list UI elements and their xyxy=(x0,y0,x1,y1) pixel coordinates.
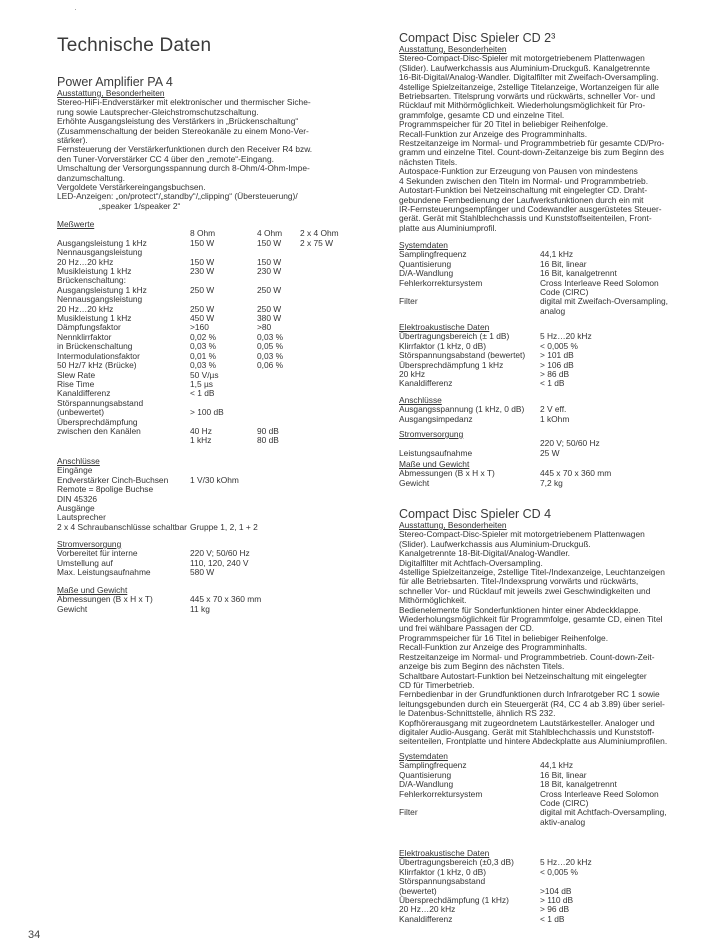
cd23-feature-line: Rücklauf mit Mithörmöglichkeit. Wiederholungsmöglichkeit für Pro- xyxy=(399,100,646,111)
cd23-dimensions xyxy=(399,460,611,488)
cd4-feature-line: CD für Timerbetrieb. xyxy=(399,679,475,690)
pa4-measure-cell: Slew Rate xyxy=(57,369,96,380)
pa4-dims-cell: Gewicht xyxy=(57,603,88,614)
pa4-measure-cell: 150 W xyxy=(257,237,282,248)
cd4-feature-line: Recall-Funktion zur Anzeige des Programminhalts. xyxy=(399,642,588,653)
pa4-feature-line: rung sowie Lautsprecher-Gleichstromschutzschaltung. xyxy=(57,106,259,117)
pa4-feature-line: Stereo-HiFi-Endverstärker mit elektronischer und thermischer Siche- xyxy=(57,97,311,108)
cd4-elec-cell: >104 dB xyxy=(540,885,572,896)
cd23-sys-cell: Fehlerkorrektursystem xyxy=(399,277,483,288)
cd23-sys-cell: 16 Bit, linear xyxy=(540,258,587,269)
cd23-power-cell: Leistungsaufnahme xyxy=(399,447,473,458)
pa4-conn-cell: Endverstärker Cinch-Buchsen xyxy=(57,474,169,485)
cd4-sys-row xyxy=(399,818,667,827)
cd23-elec-cell: < 1 dB xyxy=(540,378,565,389)
cd4-feature-line: Schaltbare Autostart-Funktion bei Netzeinschaltung mit eingelegter xyxy=(399,670,647,681)
pa4-dims-cell: Abmessungen (B x H x T) xyxy=(57,594,153,605)
cd4-feature-line: für alle Betriebsarten. Titel-/Indexsprung vorwärts und rückwärts, xyxy=(399,576,639,587)
cd23-sys-cell: D/A-Wandlung xyxy=(399,268,454,279)
cd4-elec-cell: Übersprechdämpfung (1 kHz) xyxy=(399,895,509,906)
pa4-measure-cell: 20 Hz…20 kHz xyxy=(57,303,114,314)
pa4-conn-cell: Ausgänge xyxy=(57,503,95,514)
cd4-elec-cell: Übertragungsbereich (±0,3 dB) xyxy=(399,857,514,868)
pa4-measure-cell: >80 xyxy=(257,322,272,333)
cd4-sys-cell: Code (CIRC) xyxy=(540,798,589,809)
cd4-features-block xyxy=(399,521,667,747)
pa4-measure-cell: 150 W xyxy=(190,256,215,267)
pa4-measure-cell: 0,02 % xyxy=(190,331,217,342)
cd23-sys-cell: Code (CIRC) xyxy=(540,287,589,298)
pa4-conn-cell: DIN 45326 xyxy=(57,493,98,504)
cd4-feature-line: digitaler Audio-Ausgang. Gerät mit Stahlblechchassis und Kunststoff- xyxy=(399,726,655,737)
cd23-sys-cell: Filter xyxy=(399,296,418,307)
pa4-conn-cell: 2 x 4 Schraubanschlüsse schaltbar xyxy=(57,521,187,532)
cd23-power-cell: 220 V; 50/60 Hz xyxy=(540,438,600,449)
cd4-electro xyxy=(399,849,592,924)
pa4-measure-cell: Rise Time xyxy=(57,378,95,389)
cd23-sys-cell: 16 Bit, kanalgetrennt xyxy=(540,268,617,279)
cd4-feature-line: Bedienelemente für Sonderfunktionen hinter einer Abdeckklappe. xyxy=(399,604,641,615)
pa4-measure-cell: Nennausgangsleistung xyxy=(57,294,143,305)
cd4-sys-cell: 44,1 kHz xyxy=(540,760,574,771)
pa4-measure-cell xyxy=(257,408,300,417)
pa4-dims-cell: 445 x 70 x 360 mm xyxy=(190,594,262,605)
cd23-connections xyxy=(399,396,569,424)
pa4-measure-cell: 2 x 75 W xyxy=(300,237,334,248)
pa4-power-cell: Vorbereitet für interne xyxy=(57,548,138,559)
cd23-feature-line: Autostart-Funktion bei Netzeinschaltung mit eingelegter CD. Draht- xyxy=(399,185,648,196)
cd4-sys-cell xyxy=(399,799,540,808)
cd23-feature-line: grammfolge, gesamte CD und einzelne Titel. xyxy=(399,109,565,120)
pa4-measure-cell: 80 dB xyxy=(257,435,279,446)
cd23-elec-cell: > 106 dB xyxy=(540,359,574,370)
pa4-measure-cell: Intermodulationsfaktor xyxy=(57,350,140,361)
cd23-sys-cell xyxy=(399,307,540,316)
pa4-conn-cell: Gruppe 1, 2, 1 + 2 xyxy=(190,521,258,532)
cd23-elec-cell: Übersprechdämpfung 1 kHz xyxy=(399,359,504,370)
cd4-feature-line: Mithörmöglichkeit. xyxy=(399,595,467,606)
cd4-elec-cell: > 110 dB xyxy=(540,895,574,906)
cd23-power-row xyxy=(399,449,600,458)
cd23-electro xyxy=(399,323,592,389)
pa4-measure-cell: Kanaldifferenz xyxy=(57,388,111,399)
cd23-feature-line: platte aus Aluminiumprofil. xyxy=(399,222,497,233)
pa4-measure-cell: 0,03 % xyxy=(257,331,284,342)
pa4-measure-cell: 250 W xyxy=(190,303,215,314)
pa4-measure-cell: 0,03 % xyxy=(190,360,217,371)
pa4-measure-head-8ohm: 8 Ohm xyxy=(190,228,216,239)
cd23-elec-cell: Klirrfaktor (1 kHz, 0 dB) xyxy=(399,340,487,351)
cd23-dims-title: Maße und Gewicht xyxy=(399,459,470,469)
pa4-power-title: Stromversorgung xyxy=(57,539,122,549)
cd23-sys-row xyxy=(399,279,668,288)
cd23-feature-line: 16-Bit-Digital/Analog-Wandler. Digitalfilter mit Zweifach-Oversampling. xyxy=(399,72,659,83)
pa4-measure-cell: 230 W xyxy=(257,266,282,277)
pa4-measure-cell: 1,5 µs xyxy=(190,378,213,389)
cd23-elec-row xyxy=(399,379,592,388)
cd23-heading: Compact Disc Spieler CD 2³ xyxy=(399,31,556,45)
cd23-elec-cell: Störspannungsabstand (bewertet) xyxy=(399,350,526,361)
cd4-sys-cell: 16 Bit, linear xyxy=(540,769,587,780)
page-number: 34 xyxy=(28,929,41,941)
pa4-power-cell: 220 V; 50/60 Hz xyxy=(190,548,250,559)
cd23-dims-row xyxy=(399,469,611,478)
pa4-measure-cell: 1 kHz xyxy=(190,435,212,446)
cd23-feature-line: IR-Fernsteuerungsempfänger und Codewandler ausgerüstetes Steuer- xyxy=(399,203,662,214)
pa4-measure-cell: >160 xyxy=(190,322,209,333)
cd4-feature-line: seitenteilen, Frontplatte und hintere Abdeckplatte aus Aluminiumprofilen. xyxy=(399,736,668,747)
pa4-conn-row xyxy=(57,523,258,532)
pa4-measure-cell: 0,03 % xyxy=(257,350,284,361)
cd4-elec-title: Elektroakustische Daten xyxy=(399,848,490,858)
pa4-measurements xyxy=(57,220,357,446)
cd4-feature-line: Kanalgetrennte 18-Bit-Digital/Analog-Wandler. xyxy=(399,548,571,559)
pa4-measure-cell: 50 Hz/7 kHz (Brücke) xyxy=(57,360,137,371)
page-title: Technische Daten xyxy=(57,35,212,56)
pa4-measure-head-4ohm: 4 Ohm xyxy=(257,228,283,239)
pa4-measure-cell xyxy=(257,399,300,408)
pa4-measure-cell xyxy=(57,436,190,445)
cd4-feature-line: Stereo-Compact-Disc-Spieler mit motorgetriebenem Plattenwagen xyxy=(399,529,645,540)
cd4-elec-cell: Kanaldifferenz xyxy=(399,913,453,924)
pa4-dims-cell: 11 kg xyxy=(190,603,210,614)
cd4-elec-cell: < 0,005 % xyxy=(540,866,578,877)
cd4-feature-line: Digitalfilter mit Achtfach-Oversampling. xyxy=(399,557,543,568)
cd4-elec-cell: (bewertet) xyxy=(399,885,437,896)
cd23-feature-line: Programmspeicher für 20 Titel in beliebiger Reihenfolge. xyxy=(399,119,609,130)
pa4-features-block xyxy=(57,89,312,211)
cd23-power-title: Stromversorgung xyxy=(399,429,464,439)
cd4-feature-line: Restzeitanzeige im Normal- und Programmbetrieb. Count-down-Zeit- xyxy=(399,651,655,662)
cd4-sys-cell: aktiv-analog xyxy=(540,816,586,827)
pa4-measure-cell: 380 W xyxy=(257,313,282,324)
pa4-conn-cell: Remote = 8polige Buchse xyxy=(57,484,154,495)
pa4-measure-cell: 40 Hz xyxy=(190,425,212,436)
pa4-power xyxy=(57,540,250,578)
pa4-feature-line: „speaker 1/speaker 2“ xyxy=(57,200,181,211)
pa4-measure-cell: 0,01 % xyxy=(190,350,217,361)
cd4-sys-cell: 18 Bit, kanalgetrennt xyxy=(540,779,617,790)
cd23-feature-line: Autospace-Funktion zur Erzeugung von Pausen von mindestens xyxy=(399,166,638,177)
pa4-measure-cell: 0,06 % xyxy=(257,360,284,371)
pa4-measure-cell: 150 W xyxy=(257,256,282,267)
cd4-sys-cell: Fehlerkorrektursystem xyxy=(399,788,483,799)
pa4-feature-line: Vergoldete Verstärkereingangsbuchsen. xyxy=(57,182,206,193)
cd23-elec-cell: > 86 dB xyxy=(540,369,570,380)
cd23-conn-cell: Ausgangsimpedanz xyxy=(399,413,473,424)
pa4-features-title: Ausstattung, Besonderheiten xyxy=(57,88,165,98)
cd23-sys-cell xyxy=(399,288,540,297)
pa4-measure-cell: in Brückenschaltung xyxy=(57,341,133,352)
cd4-sys-cell: Cross Interleave Reed Solomon xyxy=(540,788,659,799)
cd23-dims-row xyxy=(399,479,611,488)
cd23-dims-cell: Gewicht xyxy=(399,477,430,488)
pa4-feature-line: (Zusammenschaltung der beiden Stereokanäle zu einem Mono-Ver- xyxy=(57,125,309,136)
cd23-sys-cell: analog xyxy=(540,305,566,316)
pa4-power-row xyxy=(57,568,250,577)
header-mark: · xyxy=(74,4,77,14)
cd23-feature-line: 4stellige Spielzeitanzeige, 2stellige Titelanzeige, Wortanzeigen für alle xyxy=(399,81,660,92)
cd23-sys-cell: Cross Interleave Reed Solomon xyxy=(540,277,659,288)
pa4-measure-cell: Musikleistung 1 kHz xyxy=(57,266,132,277)
cd23-power-cell: 25 W xyxy=(540,447,560,458)
cd23-feature-line: gerät. Gerät mit Stahlblechchassis und Kunststoffseitenteilen, Front- xyxy=(399,213,652,224)
pa4-measure-cell: 250 W xyxy=(257,284,282,295)
pa4-feature-line: Fernsteuerung der Verstärkerfunktionen durch den Receiver R4 bzw. xyxy=(57,144,313,155)
pa4-measure-cell: Ausgangsleistung 1 kHz xyxy=(57,284,147,295)
cd4-sys-cell: D/A-Wandlung xyxy=(399,779,454,790)
cd23-elec-cell: 5 Hz…20 kHz xyxy=(540,331,592,342)
cd23-features-title: Ausstattung, Besonderheiten xyxy=(399,44,507,54)
pa4-measure-cell: Musikleistung 1 kHz xyxy=(57,313,132,324)
pa4-heading: Power Amplifier PA 4 xyxy=(57,75,173,89)
pa4-measure-cell: 230 W xyxy=(190,266,215,277)
pa4-conn-cell: Lautsprecher xyxy=(57,512,106,523)
pa4-features-list xyxy=(57,98,312,211)
pa4-measure-cell: Nennklirrfaktor xyxy=(57,331,112,342)
pa4-measure-cell: 250 W xyxy=(257,303,282,314)
cd4-feature-line: Wiederholungsmöglichkeit für Programmfolge, gesamte CD, einen Titel xyxy=(399,614,663,625)
cd4-elec-cell: < 1 dB xyxy=(540,913,565,924)
pa4-measure-cell xyxy=(257,371,300,380)
cd4-sys-cell: Filter xyxy=(399,807,418,818)
cd23-feature-line: 4 Sekunden zwischen den Titeln im Normal- und Programmbetrieb. xyxy=(399,175,649,186)
pa4-power-cell: 580 W xyxy=(190,567,215,578)
cd23-conn-cell: Ausgangsspannung (1 kHz, 0 dB) xyxy=(399,404,525,415)
cd23-conn-title: Anschlüsse xyxy=(399,395,442,405)
pa4-feature-line: Umschaltung der Versorgungsspannung durch 8-Ohm/4-Ohm-Impe- xyxy=(57,163,310,174)
cd23-elec-title: Elektroakustische Daten xyxy=(399,322,490,332)
pa4-connections xyxy=(57,457,258,532)
cd4-elec-cell: Klirrfaktor (1 kHz, 0 dB) xyxy=(399,866,487,877)
cd4-sys-row xyxy=(399,808,667,817)
cd4-feature-line: und frei wählbare Passagen der CD. xyxy=(399,623,535,634)
cd4-feature-line: Programmspeicher für 16 Titel in beliebiger Reihenfolge. xyxy=(399,632,609,643)
cd23-feature-line: nächsten Titels. xyxy=(399,156,458,167)
cd23-elec-cell: < 0,005 % xyxy=(540,340,578,351)
cd4-sys-row xyxy=(399,790,667,799)
pa4-measure-cell: Brückenschaltung: xyxy=(57,275,126,286)
cd4-elec-cell: 5 Hz…20 kHz xyxy=(540,857,592,868)
cd4-feature-line: anzeige bis zum Beginn des nächsten Titels. xyxy=(399,661,565,672)
pa4-dims-row xyxy=(57,595,261,604)
cd4-heading: Compact Disc Spieler CD 4 xyxy=(399,507,552,521)
cd23-sys-cell: Quantisierung xyxy=(399,258,452,269)
cd4-feature-line: 4stellige Spielzeitanzeige, 2stellige Titel-/Indexanzeige, Leuchtanzeigen xyxy=(399,567,665,578)
pa4-feature-line: LED-Anzeigen: „on/protect“/„standby“/„clipping“ (Übersteuerung)/ xyxy=(57,191,298,202)
cd4-sys-cell: Samplingfrequenz xyxy=(399,760,467,771)
cd4-feature-line: (Slider). Laufwerkchassis aus Aluminium-Druckguß. xyxy=(399,538,591,549)
pa4-dims-row xyxy=(57,605,261,614)
pa4-conn-cell: 1 V/30 kOhm xyxy=(190,474,239,485)
cd4-elec-row xyxy=(399,915,592,924)
pa4-measure-row xyxy=(57,436,357,445)
pa4-feature-line: danzumschaltung. xyxy=(57,172,125,183)
cd23-dims-cell: 445 x 70 x 360 mm xyxy=(540,468,612,479)
cd23-sys-title: Systemdaten xyxy=(399,240,448,250)
cd4-features-list xyxy=(399,530,667,746)
pa4-dims-title: Maße und Gewicht xyxy=(57,585,128,595)
cd23-sys-cell: digital mit Zweifach-Oversampling, xyxy=(540,296,668,307)
cd23-sys-row xyxy=(399,297,668,306)
cd23-elec-cell: > 101 dB xyxy=(540,350,574,361)
cd23-feature-line: Stereo-Compact-Disc-Spieler mit motorgetriebenem Plattenwagen xyxy=(399,53,645,64)
cd23-features-list xyxy=(399,54,664,233)
pa4-power-cell: Umstellung auf xyxy=(57,557,113,568)
pa4-measure-cell: Übersprechdämpfung xyxy=(57,416,138,427)
pa4-feature-line: Erhöhte Ausgangsleistung des Verstärkers in „Brückenschaltung“ xyxy=(57,116,299,127)
pa4-measure-head-2x4ohm: 2 x 4 Ohm xyxy=(300,228,339,239)
pa4-measure-cell: Dämpfungsfaktor xyxy=(57,322,121,333)
cd4-sys-cell xyxy=(399,818,540,827)
cd23-feature-line: Recall-Funktion zur Anzeige des Programminhalts. xyxy=(399,128,588,139)
cd23-sys-cell: Samplingfrequenz xyxy=(399,249,467,260)
pa4-measure-cell: 450 W xyxy=(190,313,215,324)
cd23-feature-line: Restzeitanzeige im Normal- und Programmbetrieb für gesamte CD/Pro- xyxy=(399,138,665,149)
cd4-feature-line: schneller Vor- und Rücklauf mit jeweils zwei Geschwindigkeiten und xyxy=(399,585,651,596)
pa4-measure-cell: < 1 dB xyxy=(190,388,215,399)
cd23-conn-row xyxy=(399,415,569,424)
pa4-dimensions xyxy=(57,586,261,614)
cd4-elec-cell: 20 Hz…20 kHz xyxy=(399,904,456,915)
cd23-feature-line: (Slider). Laufwerkchassis aus Aluminium-Druckguß. Kanalgetrennte xyxy=(399,62,650,73)
pa4-measure-cell: Störspannungsabstand xyxy=(57,397,144,408)
pa4-measure-cell: 150 W xyxy=(190,237,215,248)
cd23-dims-cell: 7,2 kg xyxy=(540,477,563,488)
cd4-feature-line: Kopfhörerausgang mit zugeordnetem Lautstärkesteller. Analoger und xyxy=(399,717,655,728)
cd4-sys-cell: Quantisierung xyxy=(399,769,452,780)
cd23-sys-cell: 44,1 kHz xyxy=(540,249,574,260)
cd4-features-title: Ausstattung, Besonderheiten xyxy=(399,520,507,530)
pa4-measure-cell: 20 Hz…20 kHz xyxy=(57,256,114,267)
cd23-feature-line: Betriebsarten. Titelsprung vorwärts und rückwärts, schneller Vor- und xyxy=(399,91,656,102)
pa4-power-cell: Max. Leistungsaufnahme xyxy=(57,567,151,578)
pa4-measure-cell: 250 W xyxy=(190,284,215,295)
pa4-measure-cell: 0,03 % xyxy=(190,341,217,352)
pa4-measure-cell: 50 V/µs xyxy=(190,369,219,380)
cd23-feature-line: gebundene Fernbedienung der Laufwerksfunktionen durch ein mit xyxy=(399,194,644,205)
cd23-conn-cell: 2 V eff. xyxy=(540,404,567,415)
pa4-measure-cell: zwischen den Kanälen xyxy=(57,425,141,436)
cd23-power xyxy=(399,430,600,458)
pa4-feature-line: den Tuner-Vorverstärker CC 4 über den „remote“-Eingang. xyxy=(57,153,274,164)
cd23-elec-cell: 20 kHz xyxy=(399,369,426,380)
cd4-sys-title: Systemdaten xyxy=(399,751,448,761)
cd23-dims-cell: Abmessungen (B x H x T) xyxy=(399,468,495,479)
pa4-measure-cell xyxy=(257,380,300,389)
cd4-elec-cell: Störspannungsabstand xyxy=(399,876,486,887)
cd23-system xyxy=(399,241,668,316)
pa4-conn-cell: Eingänge xyxy=(57,465,93,476)
pa4-measure-cell: 90 dB xyxy=(257,425,279,436)
pa4-measure-title: Meßwerte xyxy=(57,219,95,229)
pa4-feature-line: stärker). xyxy=(57,135,88,146)
cd23-elec-cell: Kanaldifferenz xyxy=(399,378,453,389)
cd23-features-block xyxy=(399,45,664,233)
cd23-sys-row xyxy=(399,307,668,316)
cd23-elec-cell: Übertragungsbereich (± 1 dB) xyxy=(399,331,510,342)
cd23-conn-cell: 1 kOhm xyxy=(540,413,570,424)
cd4-feature-line: leitungsgebunden durch ein Steuergerät (R4, CC 4 ab 3.89) über seriel- xyxy=(399,698,665,709)
cd4-sys-cell: digital mit Achtfach-Oversampling, xyxy=(540,807,667,818)
pa4-measure-cell: > 100 dB xyxy=(190,407,224,418)
cd23-feature-line: gramm und einzelne Titel. Count-down-Zeitanzeige bis zum Beginn des xyxy=(399,147,664,158)
pa4-conn-title: Anschlüsse xyxy=(57,456,100,466)
cd4-feature-line: le Datenbus-Schnittstelle, ähnlich RS 232. xyxy=(399,708,556,719)
pa4-measure-cell: 0,05 % xyxy=(257,341,284,352)
pa4-measure-cell xyxy=(257,389,300,398)
cd4-elec-cell: > 96 dB xyxy=(540,904,570,915)
pa4-measure-cell: (unbewertet) xyxy=(57,407,105,418)
pa4-measure-cell: Ausgangsleistung 1 kHz xyxy=(57,237,147,248)
pa4-measure-cell: Nennausgangsleistung xyxy=(57,247,143,258)
pa4-power-cell: 110, 120, 240 V xyxy=(190,557,249,568)
cd4-feature-line: Fernbedienbar in der Grundfunktionen durch Infrarotgeber RC 1 sowie xyxy=(399,689,660,700)
cd4-system xyxy=(399,752,667,827)
